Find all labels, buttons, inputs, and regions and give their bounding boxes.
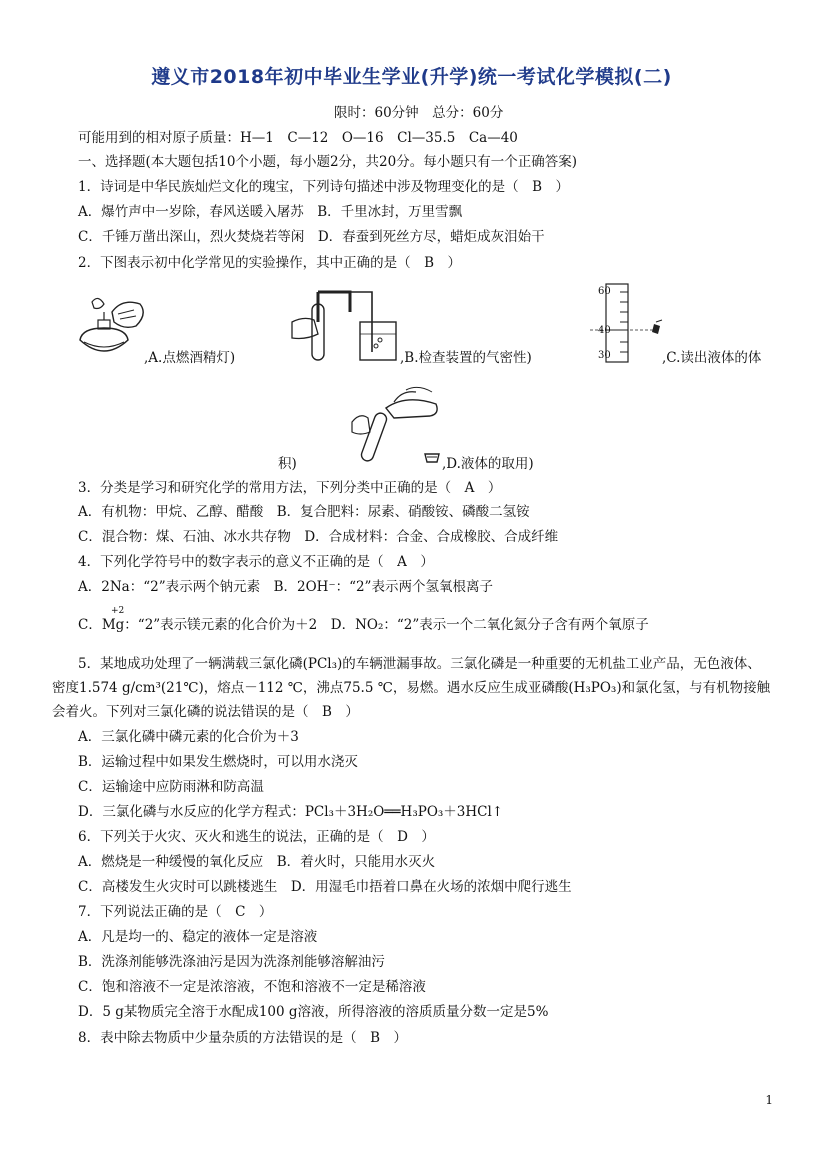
scale-label-40: 40 bbox=[598, 325, 611, 336]
page-title: 遵义市2018年初中毕业生学业(升学)统一考试化学模拟(二) bbox=[151, 66, 672, 88]
q2-caption-a: ,A.点燃酒精灯) bbox=[144, 350, 236, 366]
q1-options-cd: C．千锤万凿出深山，烈火焚烧若等闲 D．春蚕到死丝方尽，蜡炬成灰泪始干 bbox=[78, 229, 545, 245]
time-info: 限时：60分钟 总分：60分 bbox=[334, 105, 504, 121]
page-number: 1 bbox=[765, 1093, 773, 1107]
q7-option-c: C．饱和溶液不一定是浓溶液，不饱和溶液不一定是稀溶液 bbox=[78, 979, 426, 995]
q6-options-ab: A．燃烧是一种缓慢的氧化反应 B．着火时，只能用水灭火 bbox=[78, 854, 436, 870]
q6-stem: 6．下列关于火灾、灭火和逃生的说法，正确的是（ D ） bbox=[78, 829, 435, 845]
section-heading: 一、选择题(本大题包括10个小题，每小题2分，共20分。每小题只有一个正确答案) bbox=[78, 154, 577, 170]
atomic-masses: 可能用到的相对原子质量：H—1 C—12 O—16 Cl—35.5 Ca—40 bbox=[78, 130, 518, 146]
bottle-stopper-icon bbox=[424, 452, 440, 464]
q7-option-b: B．洗涤剂能够洗涤油污是因为洗涤剂能够溶解油污 bbox=[78, 954, 385, 970]
q2-caption-c-continued: 积) bbox=[278, 456, 297, 472]
q3-options-cd: C．混合物：煤、石油、冰水共存物 D．合成材料：合金、合成橡胶、合成纤维 bbox=[78, 529, 559, 545]
q2-stem: 2．下图表示初中化学常见的实验操作，其中正确的是（ B ） bbox=[78, 255, 462, 271]
q4-options-ab: A．2Na：“2”表示两个钠元素 B．2OH⁻：“2”表示两个氢氧根离子 bbox=[78, 579, 493, 595]
q7-option-d: D．5 g某物质完全溶于水配成100 g溶液，所得溶液的溶质质量分数一定是5% bbox=[78, 1004, 549, 1020]
q2-caption-b: ,B.检查装置的气密性) bbox=[400, 350, 532, 366]
q3-options-ab: A．有机物：甲烷、乙醇、醋酸 B．复合肥料：尿素、硝酸铵、磷酸二氢铵 bbox=[78, 504, 530, 520]
alcohol-lamp-figure bbox=[74, 292, 154, 364]
q1-stem: 1．诗词是中华民族灿烂文化的瑰宝，下列诗句描述中涉及物理变化的是（ B ） bbox=[78, 179, 570, 195]
q7-stem: 7．下列说法正确的是（ C ） bbox=[78, 904, 273, 920]
q5-paragraph: 5．某地成功处理了一辆满载三氯化磷(PCl₃)的车辆泄漏事故。三氯化磷是一种重要的无机盐工业产品，无色液体、密度1.574 g/cm³(21℃)，熔点－112 ℃，沸点75.5 ℃，易燃。遇水反应生成亚磷酸(H₃PO₃)和氯化氢，与有机物接触会着火。下列对三氯化磷的说法错误的是（ B ） bbox=[52, 656, 771, 720]
q2-caption-c: ,C.读出液体的体 bbox=[662, 350, 762, 366]
q3-stem: 3．分类是学习和研究化学的常用方法，下列分类中正确的是（ A ） bbox=[78, 480, 502, 496]
q4-options-cd: C．Mg：“2”表示镁元素的化合价为＋2 D．NO₂：“2”表示一个二氧化氮分子含有两个氧原子 bbox=[78, 617, 649, 633]
q6-options-cd: C．高楼发生火灾时可以跳楼逃生 D．用湿毛巾捂着口鼻在火场的浓烟中爬行逃生 bbox=[78, 879, 572, 895]
airtightness-check-figure bbox=[288, 282, 406, 366]
q4-stem: 4．下列化学符号中的数字表示的意义不正确的是（ A ） bbox=[78, 554, 434, 570]
scale-label-60: 60 bbox=[598, 286, 611, 297]
q5-option-d: D．三氯化磷与水反应的化学方程式：PCl₃＋3H₂O══H₃PO₃＋3HCl↑ bbox=[78, 804, 504, 820]
q5-option-b: B．运输过程中如果发生燃烧时，可以用水浇灭 bbox=[78, 754, 358, 770]
q8-stem: 8．表中除去物质中少量杂质的方法错误的是（ B ） bbox=[78, 1030, 408, 1046]
q7-option-a: A．凡是均一的、稳定的液体一定是溶液 bbox=[78, 929, 318, 945]
mg-valence-superscript: +2 bbox=[111, 606, 125, 616]
q1-options-ab: A．爆竹声中一岁除，春风送暖入屠苏 B．千里冰封，万里雪飘 bbox=[78, 204, 463, 220]
q5-option-c: C．运输途中应防雨淋和防高温 bbox=[78, 779, 264, 795]
q2-caption-d: ,D.液体的取用) bbox=[442, 456, 534, 472]
scale-label-30: 30 bbox=[598, 350, 611, 361]
q5-option-a: A．三氯化磷中磷元素的化合价为＋3 bbox=[78, 729, 299, 745]
